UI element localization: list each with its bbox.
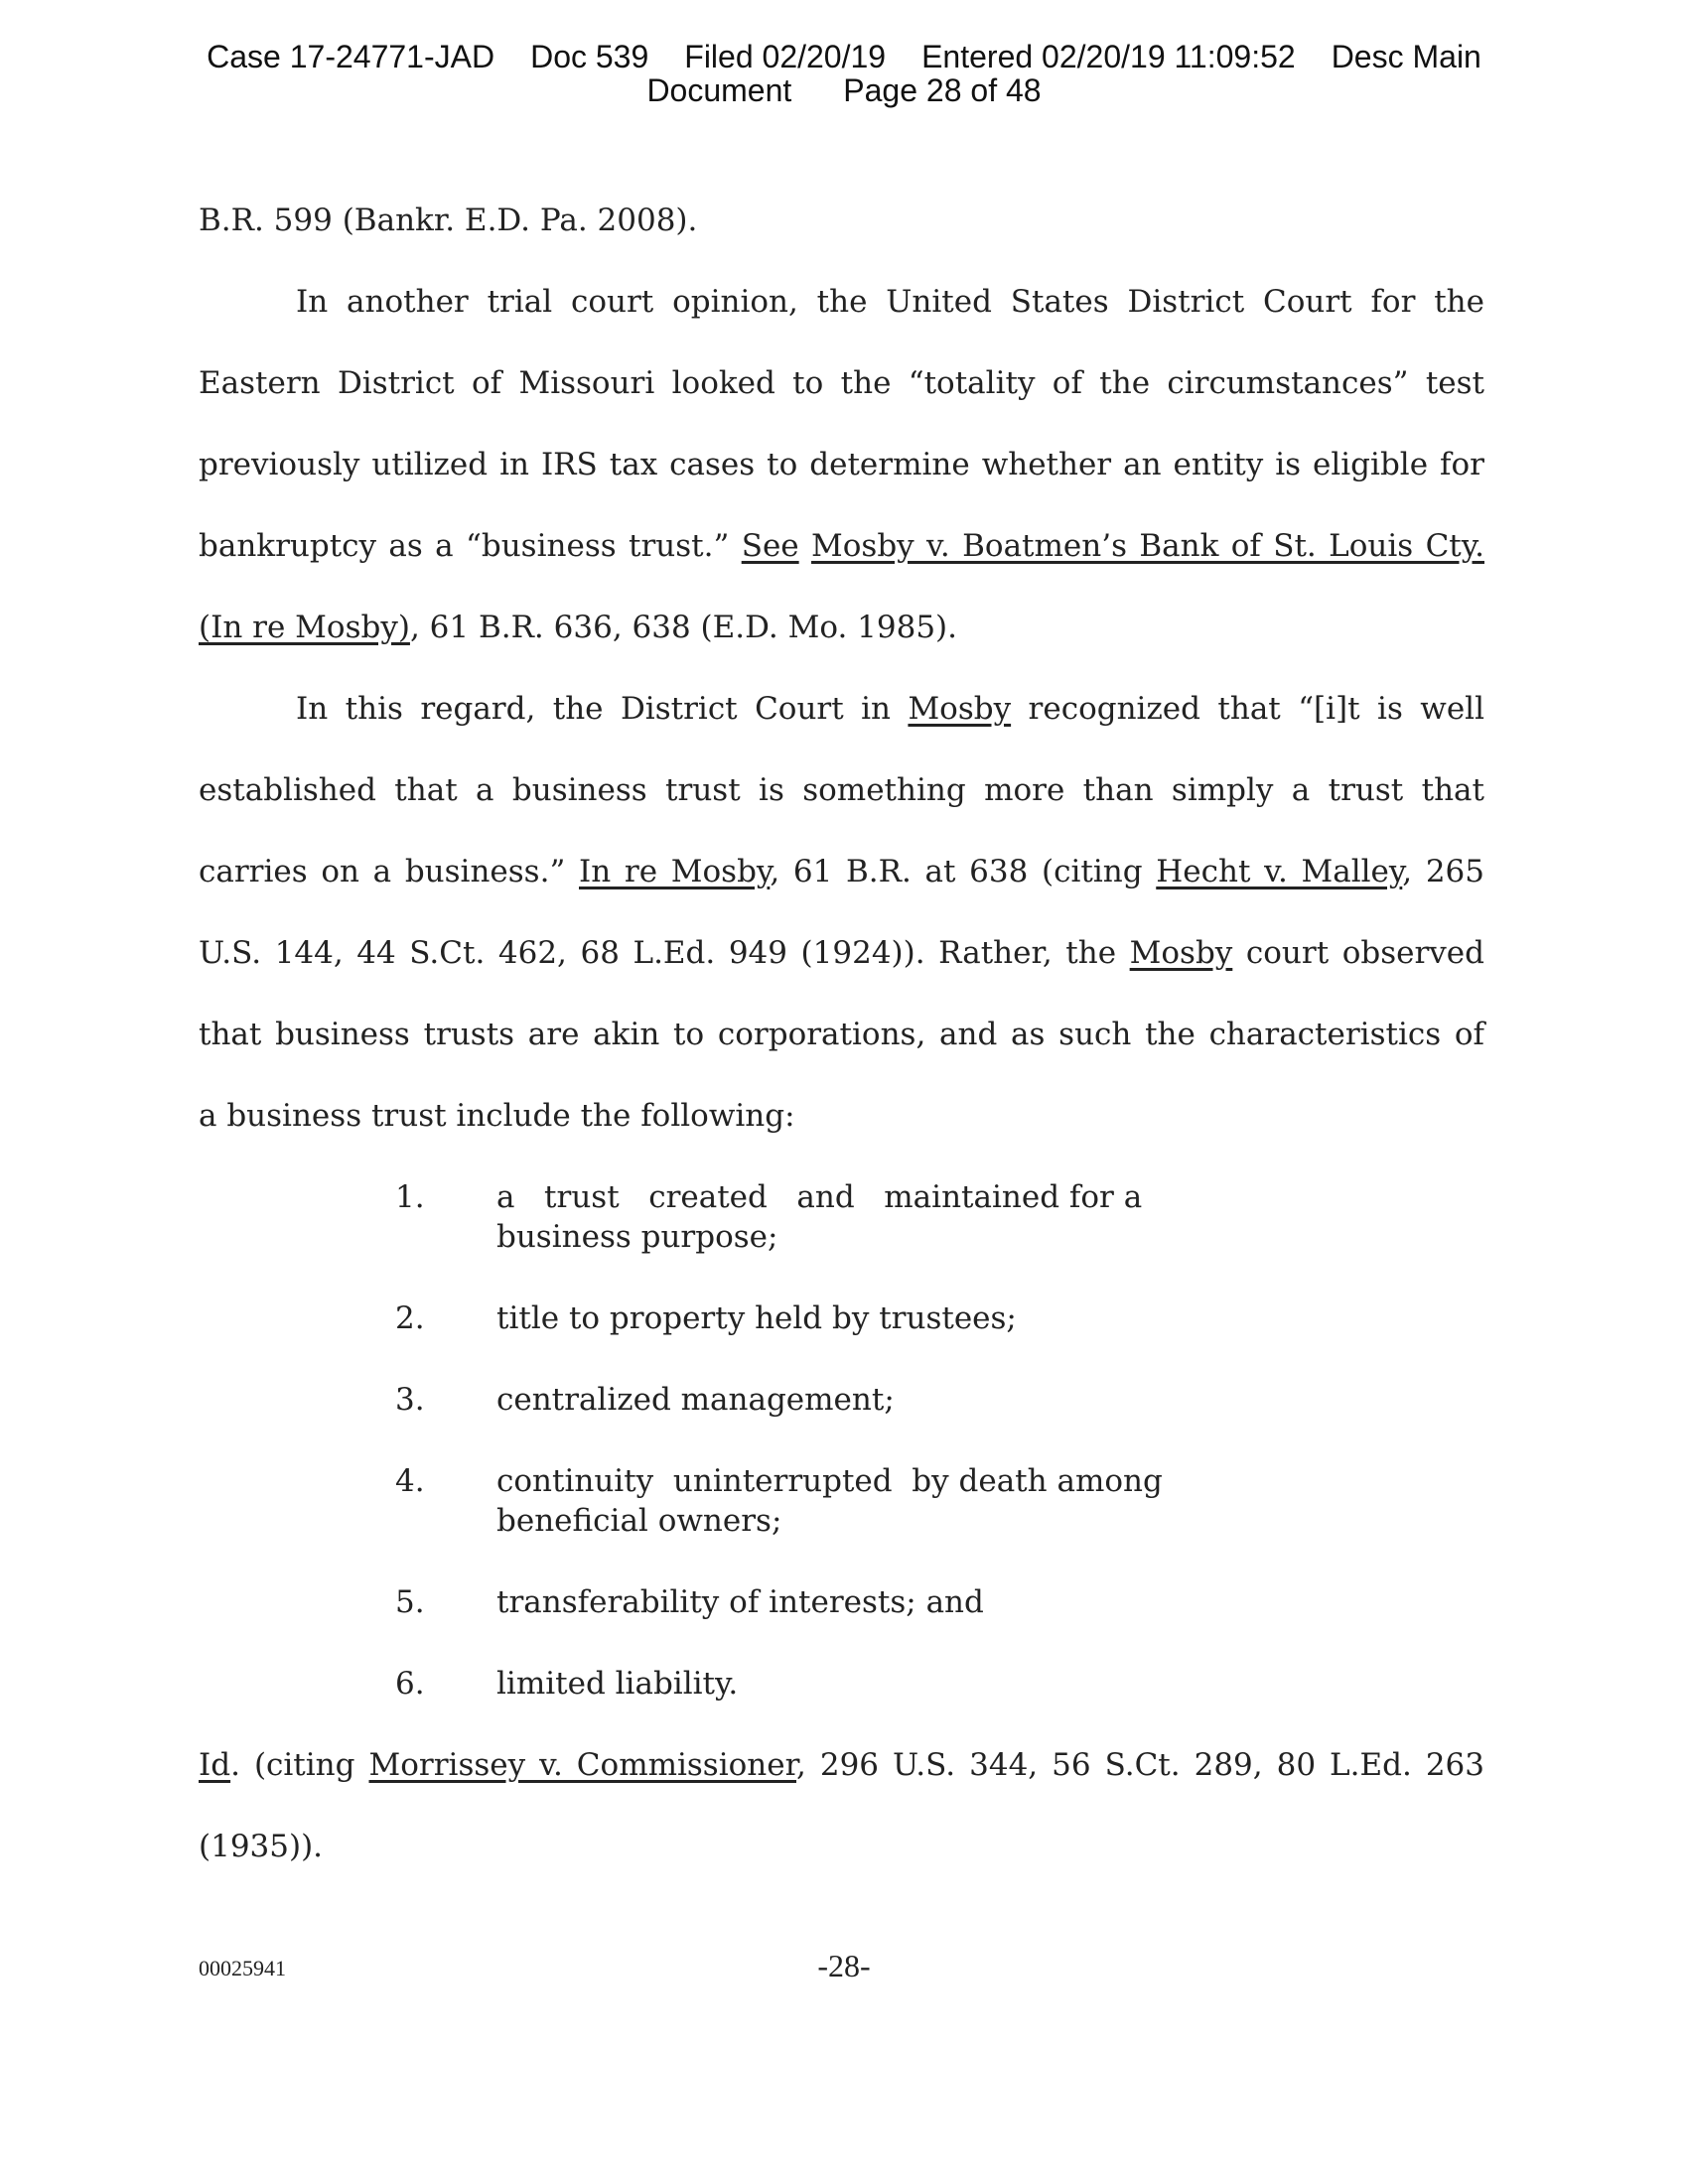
desc-main: Desc Main xyxy=(1331,39,1481,74)
list-item xyxy=(496,1582,1192,1622)
list-number: 6. xyxy=(395,1666,425,1702)
text: In another trial court opinion, the United States District Court for the xyxy=(296,284,1484,320)
case-citation: Morrissey v. Commissioner xyxy=(368,1747,797,1783)
case-citation: Hecht v. Malley xyxy=(1156,854,1403,889)
text: that business trusts are akin to corporations, and as such the characteristics of xyxy=(199,1017,1484,1052)
filed-date: Filed 02/20/19 xyxy=(684,39,887,74)
case-citation: (In re Mosby) xyxy=(199,610,410,645)
body-line xyxy=(199,1096,1484,1136)
body-line xyxy=(199,363,1484,403)
case-citation: Mosby xyxy=(1129,935,1233,971)
text: Eastern District of Missouri looked to the “totality of the circumstances” test xyxy=(199,365,1484,401)
filing-header-line-2 xyxy=(0,73,1688,107)
list-item-line: business purpose; xyxy=(496,1219,778,1255)
text: (1935)). xyxy=(199,1829,324,1864)
list-number: 5. xyxy=(395,1584,425,1620)
body-line xyxy=(199,526,1484,566)
case-citation: Mosby xyxy=(908,691,1012,727)
list-item-line: beneficial owners; xyxy=(496,1503,782,1539)
list-number: 2. xyxy=(395,1300,425,1336)
text: In this regard, the District Court in xyxy=(296,691,909,727)
page-indicator: Page 28 of 48 xyxy=(843,72,1042,108)
body-line xyxy=(199,852,1484,891)
text: , 296 U.S. 344, 56 S.Ct. 289, 80 L.Ed. 263 xyxy=(796,1747,1484,1783)
list-item xyxy=(496,1380,1192,1420)
body-line xyxy=(199,1745,1484,1785)
text: established that a business trust is something more than simply a trust that xyxy=(199,772,1484,808)
page-number: -28- xyxy=(817,1948,871,1983)
body-line xyxy=(199,1827,1484,1866)
case-number: Case 17-24771-JAD xyxy=(207,39,495,74)
text: carries on a business.” xyxy=(199,854,579,889)
text: , 61 B.R. at 638 (citing xyxy=(770,854,1157,889)
id-signal: Id xyxy=(199,1747,231,1783)
text: previously utilized in IRS tax cases to determine whether an entity is eligible for xyxy=(199,447,1484,482)
text: , 61 B.R. 636, 638 (E.D. Mo. 1985). xyxy=(409,610,957,645)
list-item-line: continuity uninterrupted by death among xyxy=(496,1463,1163,1499)
text: a business trust include the following: xyxy=(199,1098,795,1134)
document-label: Document xyxy=(646,72,792,108)
list-item xyxy=(496,1461,1192,1541)
list-number: 1. xyxy=(395,1179,425,1215)
list-item xyxy=(496,1177,1192,1257)
body-line xyxy=(199,608,1484,647)
body-line xyxy=(199,201,1484,240)
list-item-line: title to property held by trustees; xyxy=(496,1300,1017,1336)
list-number: 3. xyxy=(395,1382,425,1418)
case-citation: Mosby v. Boatmen’s Bank of St. Louis Cty. xyxy=(811,528,1484,564)
body-line xyxy=(296,689,1484,729)
list-item-line: centralized management; xyxy=(496,1382,895,1418)
body-line xyxy=(199,1015,1484,1054)
text xyxy=(799,528,811,564)
filing-header-line-1 xyxy=(0,40,1688,73)
body-line xyxy=(199,445,1484,484)
entered-date: Entered 02/20/19 11:09:52 xyxy=(921,39,1296,74)
list-number: 4. xyxy=(395,1463,425,1499)
text: court observed xyxy=(1232,935,1484,971)
list-item-line: a trust created and maintained for a xyxy=(496,1179,1143,1215)
text: U.S. 144, 44 S.Ct. 462, 68 L.Ed. 949 (1924)). Rather, the xyxy=(199,935,1130,971)
doc-number: Doc 539 xyxy=(530,39,649,74)
list-item xyxy=(496,1298,1192,1338)
text: , 265 xyxy=(1402,854,1484,889)
case-citation: In re Mosby xyxy=(579,854,771,889)
body-line xyxy=(199,933,1484,973)
list-item xyxy=(496,1664,1192,1704)
text: recognized that “[i]t is well xyxy=(1011,691,1484,727)
text: bankruptcy as a “business trust.” xyxy=(199,528,742,564)
signal-see: See xyxy=(741,528,799,564)
list-item-line: transferability of interests; and xyxy=(496,1584,984,1620)
body-line xyxy=(296,282,1484,322)
text: . (citing xyxy=(230,1747,369,1783)
body-line xyxy=(199,770,1484,810)
list-item-line: limited liability. xyxy=(496,1666,739,1702)
document-id: 00025941 xyxy=(199,1956,286,1980)
text: B.R. 599 (Bankr. E.D. Pa. 2008). xyxy=(199,203,698,238)
